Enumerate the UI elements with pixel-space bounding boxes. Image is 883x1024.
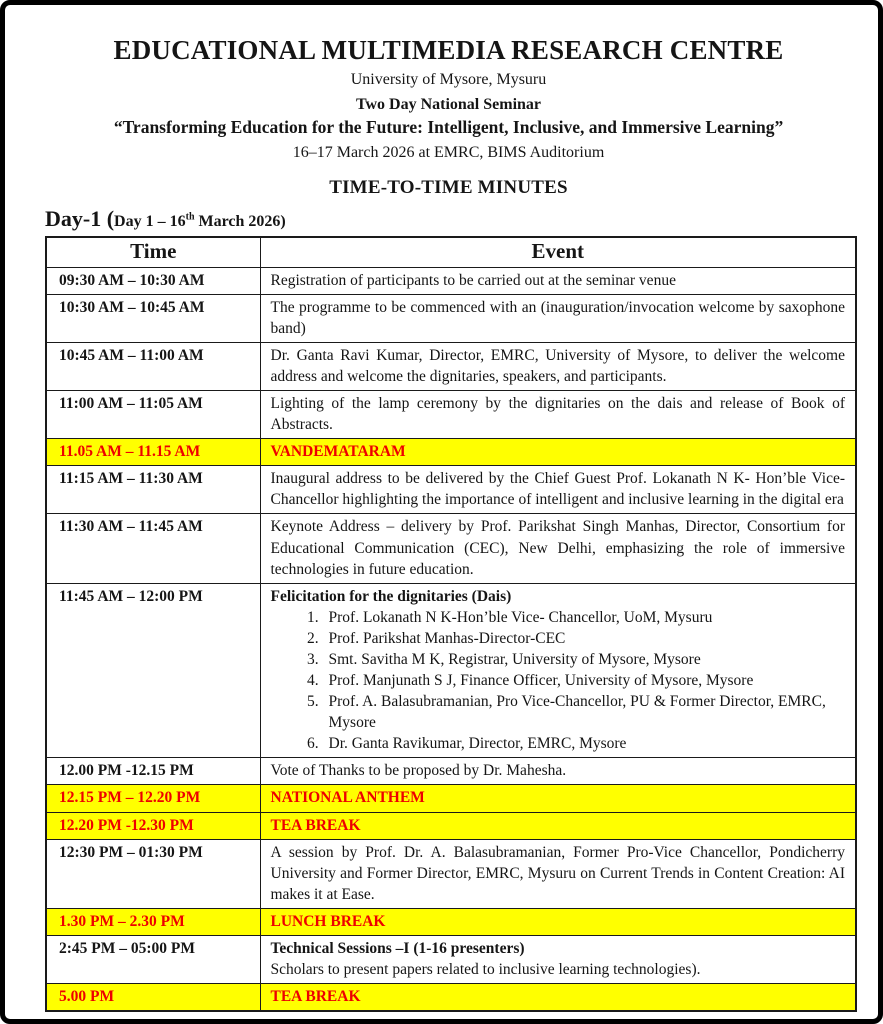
seminar-line: Two Day National Seminar xyxy=(355,95,542,113)
event-cell xyxy=(260,514,856,583)
time-cell: 12.15 PM – 12.20 PM xyxy=(46,785,260,812)
list-item: 1. Prof. Lokanath N K-Hon’ble Vice- Chancellor, UoM, Mysuru xyxy=(323,607,846,628)
list-item: 5. Prof. A. Balasubramanian, Pro Vice-Chancellor, PU & Former Director, EMRC, Mysore xyxy=(323,691,846,733)
table-row xyxy=(46,466,856,514)
event-cell xyxy=(260,758,856,785)
list-item: 2. Prof. Parikshat Manhas-Director-CEC xyxy=(323,628,846,649)
table-row xyxy=(46,294,856,342)
table-row xyxy=(46,935,856,983)
event-text: LUNCH BREAK xyxy=(270,912,386,930)
time-cell: 11:30 AM – 11:45 AM xyxy=(46,514,260,583)
time-cell: 11.05 AM – 11.15 AM xyxy=(46,439,260,466)
event-text: Registration of participants to be carried out at the seminar venue xyxy=(270,271,676,289)
schedule-table xyxy=(45,236,857,1012)
page-title: EDUCATIONAL MULTIMEDIA RESEARCH CENTRE xyxy=(113,35,784,65)
event-cell xyxy=(260,466,856,514)
event-text: TEA BREAK xyxy=(270,988,361,1006)
event-text: Dr. Ganta Ravi Kumar, Director, EMRC, University of Mysore, to deliver the welcome address and welcome the dignitaries, speakers, and participants. xyxy=(270,346,845,386)
event-cell xyxy=(260,267,856,294)
time-cell: 5.00 PM xyxy=(46,984,260,1012)
list-item: 4. Prof. Manjunath S J, Finance Officer, University of Mysore, Mysore xyxy=(323,670,846,691)
table-row xyxy=(46,342,856,390)
section-title: TIME-TO-TIME MINUTES xyxy=(329,176,568,198)
time-cell: 09:30 AM – 10:30 AM xyxy=(46,267,260,294)
table-row xyxy=(46,583,856,758)
table-row xyxy=(46,785,856,812)
table-row xyxy=(46,439,856,466)
schedule-table-body xyxy=(46,267,856,1011)
university-line: University of Mysore, Mysuru xyxy=(350,71,547,89)
table-row xyxy=(46,812,856,839)
time-cell: 11:45 AM – 12:00 PM xyxy=(46,583,260,758)
event-text: Scholars to present papers related to inclusive learning technologies). xyxy=(270,960,701,978)
seminar-theme: “Transforming Education for the Future: Intelligent, Inclusive, and Immersive Learning” xyxy=(113,117,784,138)
table-row xyxy=(46,391,856,439)
time-column-header: Time xyxy=(46,237,260,268)
event-text: Technical Sessions –I (1-16 presenters) xyxy=(270,939,525,957)
day-label: Day-1 ( xyxy=(45,205,115,231)
date-venue: 16–17 March 2026 at EMRC, BIMS Auditorium xyxy=(292,144,605,162)
event-cell xyxy=(260,935,856,983)
table-row xyxy=(46,267,856,294)
time-cell: 10:30 AM – 10:45 AM xyxy=(46,294,260,342)
time-cell: 12.00 PM -12.15 PM xyxy=(46,758,260,785)
list-item: 6. Dr. Ganta Ravikumar, Director, EMRC, Mysore xyxy=(323,733,846,754)
event-cell xyxy=(260,812,856,839)
event-cell xyxy=(260,294,856,342)
event-text: Felicitation for the dignitaries (Dais) xyxy=(270,587,512,605)
event-cell xyxy=(260,391,856,439)
event-text: Lighting of the lamp ceremony by the dignitaries on the dais and release of Book of Abstracts. xyxy=(270,395,845,434)
time-cell: 10:45 AM – 11:00 AM xyxy=(46,342,260,390)
event-cell xyxy=(260,984,856,1012)
event-cell xyxy=(260,839,856,908)
time-cell: 11:15 AM – 11:30 AM xyxy=(46,466,260,514)
document-header xyxy=(45,35,852,164)
day-date: Day 1 – 16 xyxy=(114,212,186,230)
table-row xyxy=(46,984,856,1012)
day-date-ordinal: th xyxy=(185,211,195,223)
table-row xyxy=(46,758,856,785)
time-cell: 2:45 PM – 05:00 PM xyxy=(46,935,260,983)
table-row xyxy=(46,514,856,583)
dignitaries-list xyxy=(299,607,846,755)
time-cell: 11:00 AM – 11:05 AM xyxy=(46,391,260,439)
table-header-row xyxy=(46,237,856,268)
event-text: Keynote Address – delivery by Prof. Parikshat Singh Manhas, Director, Consortium for Educational Communication (CEC), New Delhi, emphasizing the role of immersive technologies in future education. xyxy=(270,518,845,578)
event-cell xyxy=(260,342,856,390)
event-text: VANDEMATARAM xyxy=(270,443,406,461)
time-cell: 12.20 PM -12.30 PM xyxy=(46,812,260,839)
event-cell xyxy=(260,583,856,758)
time-cell: 12:30 PM – 01:30 PM xyxy=(46,839,260,908)
event-cell xyxy=(260,785,856,812)
time-cell: 1.30 PM – 2.30 PM xyxy=(46,908,260,935)
event-text: TEA BREAK xyxy=(270,816,361,834)
list-item: 3. Smt. Savitha M K, Registrar, University of Mysore, Mysore xyxy=(323,649,846,670)
day-date-rest: March 2026) xyxy=(194,212,286,230)
event-cell xyxy=(260,439,856,466)
event-text: A session by Prof. Dr. A. Balasubramanian, Former Pro-Vice Chancellor, Pondicherry University and Former Director, EMRC, Mysuru on Current Trends in Content Creation: AI makes it at Ease. xyxy=(270,843,845,903)
event-text: The programme to be commenced with an (inauguration/invocation welcome by saxophone band) xyxy=(270,298,845,337)
event-column-header: Event xyxy=(260,237,856,268)
event-text: Vote of Thanks to be proposed by Dr. Mahesha. xyxy=(270,762,567,780)
event-cell xyxy=(260,908,856,935)
day-heading xyxy=(45,206,852,232)
event-text: Inaugural address to be delivered by the Chief Guest Prof. Lokanath N K- Hon’ble Vice- Chancellor highlighting the importance of intelligent and inclusive learning in the digital era xyxy=(270,470,845,509)
table-row xyxy=(46,908,856,935)
table-row xyxy=(46,839,856,908)
event-text: NATIONAL ANTHEM xyxy=(270,789,425,807)
